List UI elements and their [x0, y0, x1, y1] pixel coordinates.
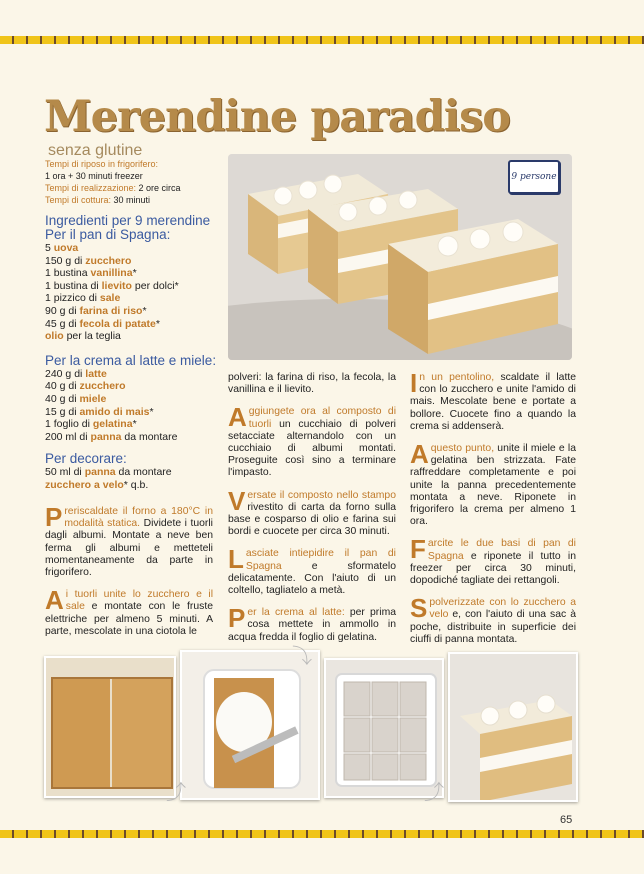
recipe-step [228, 485, 396, 539]
page-subtitle: senza glutine [48, 142, 143, 159]
ingredient-name: zucchero a velo [45, 478, 124, 491]
step-text: e sformatelo delicatamente. Con l'aiuto di un coltello, tagliatelo a metà. [228, 560, 396, 597]
steps-column-right [410, 368, 577, 656]
curved-arrow-icon: ⤴ [166, 782, 186, 804]
page-title: Merendine paradiso [44, 92, 510, 142]
drop-cap: F [410, 534, 426, 565]
ingredient-item: 1 pizzico di sale [45, 292, 121, 305]
step-text: Dividete i tuorli dagli albumi. Montate a neve ben ferma gli albumi e metteteli momentaneamente da parte in frigorifero. [45, 518, 213, 579]
drop-cap: L [228, 544, 244, 575]
ingredient-name: amido di mais [79, 405, 150, 418]
ingredient-item: 50 ml di panna da montare [45, 466, 172, 479]
step-lead: questo punto, [430, 443, 495, 455]
step-text: rivestito di carta da forno sulla base e cosparso di olio e farina sui bordi e cuocete per circa 30 minuti. [228, 501, 396, 538]
recipe-step [228, 372, 396, 396]
steps-column-left [45, 502, 213, 648]
drop-cap: A [228, 402, 247, 433]
step-text: e, con l'aiuto di una sac à poche, distribuite in superficie dei ciuffi di panna montata. [410, 609, 576, 645]
recipe-step [45, 502, 213, 579]
step-lead: er la crema al latte: [247, 607, 345, 619]
time-info-line [45, 182, 225, 194]
top-border [0, 36, 644, 44]
ingredient-item: 1 foglio di gelatina* [45, 418, 137, 431]
recipe-step [228, 544, 396, 597]
ingredient-name: panna [90, 430, 122, 443]
steps-column-middle [228, 372, 396, 654]
step-text: e montate con le fruste elettriche per almeno 5 minuti. A parte, mescolate in una ciotola le [45, 601, 213, 637]
decorare-heading: Per decorare: [45, 451, 127, 467]
ingredient-name: lievito [101, 279, 132, 292]
crema-list [45, 368, 225, 444]
time-info-line [45, 194, 225, 206]
step-photo-2 [180, 650, 320, 800]
servings-badge: 9 persone [508, 160, 560, 194]
curved-arrow-icon: ⤵ [292, 646, 312, 668]
ingredient-item: 5 uova [45, 242, 79, 254]
step-lead: ersate il composto nello stampo [247, 489, 396, 501]
bottom-border [0, 830, 644, 838]
ingredient-item: 1 bustina vanillina* [45, 267, 137, 280]
step-lead: asciate intiepidire il pan di Spagna [245, 548, 396, 572]
step-photo-1 [44, 656, 176, 798]
time-info-line [45, 158, 225, 182]
curved-arrow-icon: ⤴ [424, 782, 444, 804]
drop-cap: A [45, 585, 64, 616]
drop-cap: A [410, 439, 429, 470]
ingredient-name: zucchero [85, 254, 132, 267]
ingredient-item: 1 bustina di lievito per dolci* [45, 279, 179, 292]
drop-cap: P [228, 603, 246, 634]
ingredient-item: 240 g di latte [45, 367, 107, 380]
step-photo-4 [448, 652, 578, 802]
ingredient-name: zucchero [79, 380, 126, 393]
page-number: 65 [560, 814, 573, 826]
step-lead: i tuorli unite lo zucchero e il sale [65, 589, 213, 613]
step-text: unite il miele e la gelatina ben strizzata. Fate raffreddare completamente e poi unite la panna precedentemente montata a neve. Riponete in frigorifero la crema per almeno 1 ora. [410, 443, 577, 528]
ingredient-name: sale [99, 292, 121, 305]
step-text: polveri: la farina di riso, la fecola, la vanillina e il lievito. [228, 372, 396, 396]
ingredient-item: zucchero a velo* q.b. [45, 478, 149, 491]
crema-heading: Per la crema al latte e miele: [45, 352, 217, 368]
recipe-step [228, 603, 396, 644]
step-lead: n un pentolino, [419, 372, 495, 383]
title-row [44, 92, 604, 159]
step-lead: polverizzate con lo zucchero a velo [429, 597, 576, 621]
ingredient-name: vanillina [90, 267, 133, 280]
ingredient-name: farina di riso [79, 304, 143, 317]
decorare-list [45, 466, 225, 491]
step-text: e riponete il tutto in freezer per circa 30 minuti, dopodiché tagliate dei rettangoli. [410, 550, 576, 587]
step-text: un cucchiaio di polveri setacciate alternandolo con un cucchiaio di albumi montati. Proseguite così sino a terminare l'impasto. [228, 418, 396, 479]
recipe-step [410, 368, 576, 433]
ingredient-name: miele [79, 392, 107, 405]
recipe-step [45, 585, 213, 638]
drop-cap: V [228, 485, 246, 516]
recipe-step [410, 439, 577, 528]
time-label: Tempi di cottura: [45, 195, 112, 205]
time-value: 1 ora + 30 minuti freezer [45, 171, 143, 181]
ingredient-item: 40 g di zucchero [45, 380, 126, 393]
ingredient-name: uova [53, 242, 79, 254]
step-photos [44, 648, 596, 808]
time-info [45, 158, 225, 206]
ingredient-item: 15 g di amido di mais* [45, 405, 154, 418]
step-lead: ggiungete ora al composto di tuorli [248, 406, 396, 430]
pan-spagna-list [45, 242, 225, 343]
ingredient-item: olio per la teglia [45, 330, 121, 343]
pan-spagna-heading: Per il pan di Spagna: [45, 227, 171, 242]
step-text: per prima cosa mettete in ammollo in acqua fredda il foglio di gelatina. [228, 607, 396, 643]
ingredient-name: gelatina [92, 418, 133, 431]
ingredient-item: 45 g di fecola di patate* [45, 317, 160, 330]
step-text: scaldate il latte con lo zucchero e unite l'amido di mais. Mescolate bene e portate a bollore. Cuocete fino a quando la crema si addenserà. [410, 372, 576, 432]
recipe-step [228, 402, 396, 479]
step-lead: arcite le due basi di pan di Spagna [427, 538, 576, 562]
ingredient-name: panna [84, 466, 116, 479]
drop-cap: I [410, 368, 418, 398]
time-value: 2 ore circa [136, 183, 181, 193]
ingredient-name: olio [45, 330, 64, 343]
recipe-step [410, 593, 576, 646]
ingredient-item: 40 g di miele [45, 392, 107, 405]
ingredient-item: 200 ml di panna da montare [45, 430, 178, 443]
ingredient-name: latte [85, 367, 107, 380]
ingredient-name: fecola di patate [79, 317, 156, 330]
ingredient-item: 90 g di farina di riso* [45, 304, 147, 317]
time-label: Tempi di riposo in frigorifero: [45, 159, 159, 169]
ingredients-heading: Ingredienti per 9 merendine [45, 213, 211, 228]
drop-cap: P [45, 502, 63, 532]
drop-cap: S [410, 593, 428, 624]
step-lead: reriscaldate il forno a 180°C in modalità statica. [64, 506, 213, 530]
recipe-step [410, 534, 576, 587]
ingredients-column [45, 158, 225, 492]
ingredient-item: 150 g di zucchero [45, 254, 132, 267]
time-label: Tempi di realizzazione: [45, 183, 137, 193]
time-value: 30 minuti [111, 195, 151, 205]
